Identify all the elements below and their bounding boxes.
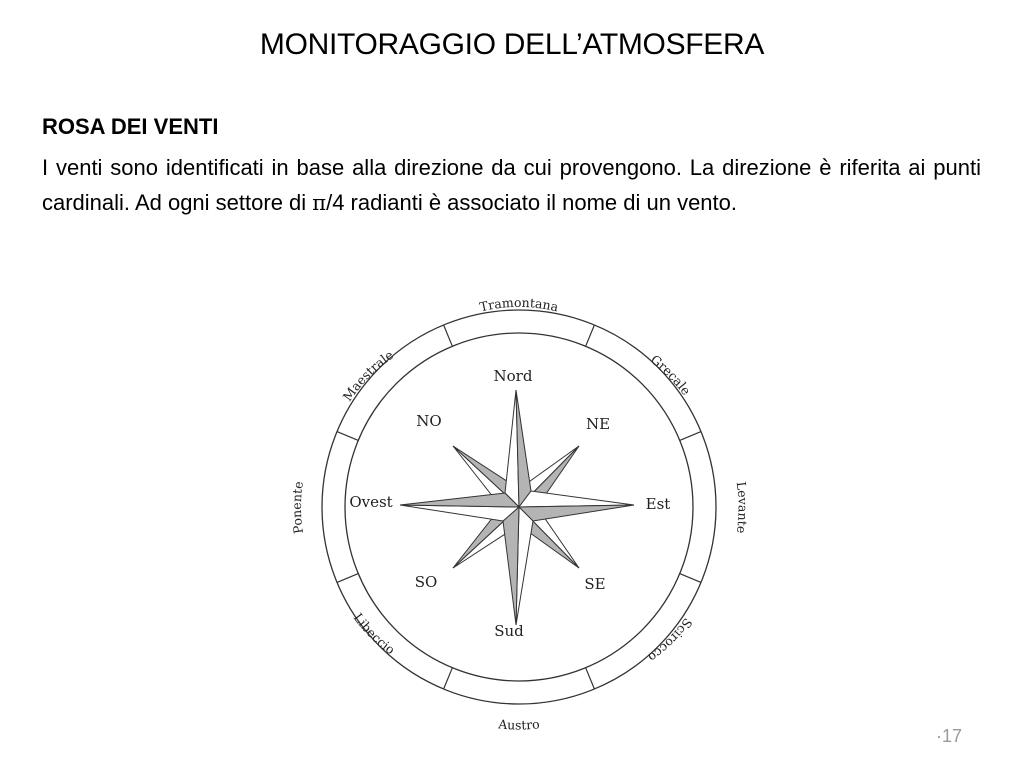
paragraph-text-end: /4 radianti è associato il nome di un vento. (326, 190, 738, 215)
star-point-w-dark (400, 493, 519, 507)
label-south: Sud (494, 622, 524, 640)
divider-wnw (337, 432, 358, 441)
wind-label-northwest: Maestrale (339, 347, 396, 404)
wind-label-east: Levante (733, 480, 751, 535)
wind-label-south: Austro (497, 716, 541, 733)
divider-ssw (444, 668, 453, 689)
divider-nne (586, 325, 595, 346)
label-northeast: NE (585, 415, 611, 433)
wind-label-southwest: Libeccio (350, 610, 398, 658)
wind-label-west: Ponente (288, 480, 306, 535)
page-number: ·17 (936, 726, 963, 746)
divider-wsw (337, 574, 358, 583)
pi-symbol: π (312, 191, 327, 215)
label-north: Nord (493, 367, 533, 385)
star-point-n-dark (516, 390, 531, 507)
section-heading: ROSA DEI VENTI (42, 114, 219, 139)
label-northwest: NO (416, 412, 442, 430)
label-east: Est (645, 495, 671, 513)
star-point-e-light (519, 491, 634, 507)
star-point-e-dark (519, 505, 634, 521)
wind-label-north: Tramontana (478, 294, 560, 315)
divider-ese (680, 574, 701, 583)
divider-ene (680, 432, 701, 441)
divider-nnw (444, 325, 453, 346)
wind-label-southeast: Scirocco (645, 615, 696, 666)
label-southeast: SE (584, 575, 606, 593)
label-west: Ovest (349, 493, 393, 511)
slide-title: MONITORAGGIO DELL’ATMOSFERA (259, 28, 765, 61)
star-point-s-dark (503, 507, 519, 625)
divider-sse (586, 668, 595, 689)
wind-label-northeast: Grecale (647, 351, 694, 398)
star-point-w-light (400, 505, 519, 521)
label-southwest: SO (414, 573, 438, 591)
paragraph-text-start: I venti sono identificati in base alla direzione da cui provengono. La direzione è riferita ai punti cardinali. Ad ogni settore di (42, 155, 981, 215)
